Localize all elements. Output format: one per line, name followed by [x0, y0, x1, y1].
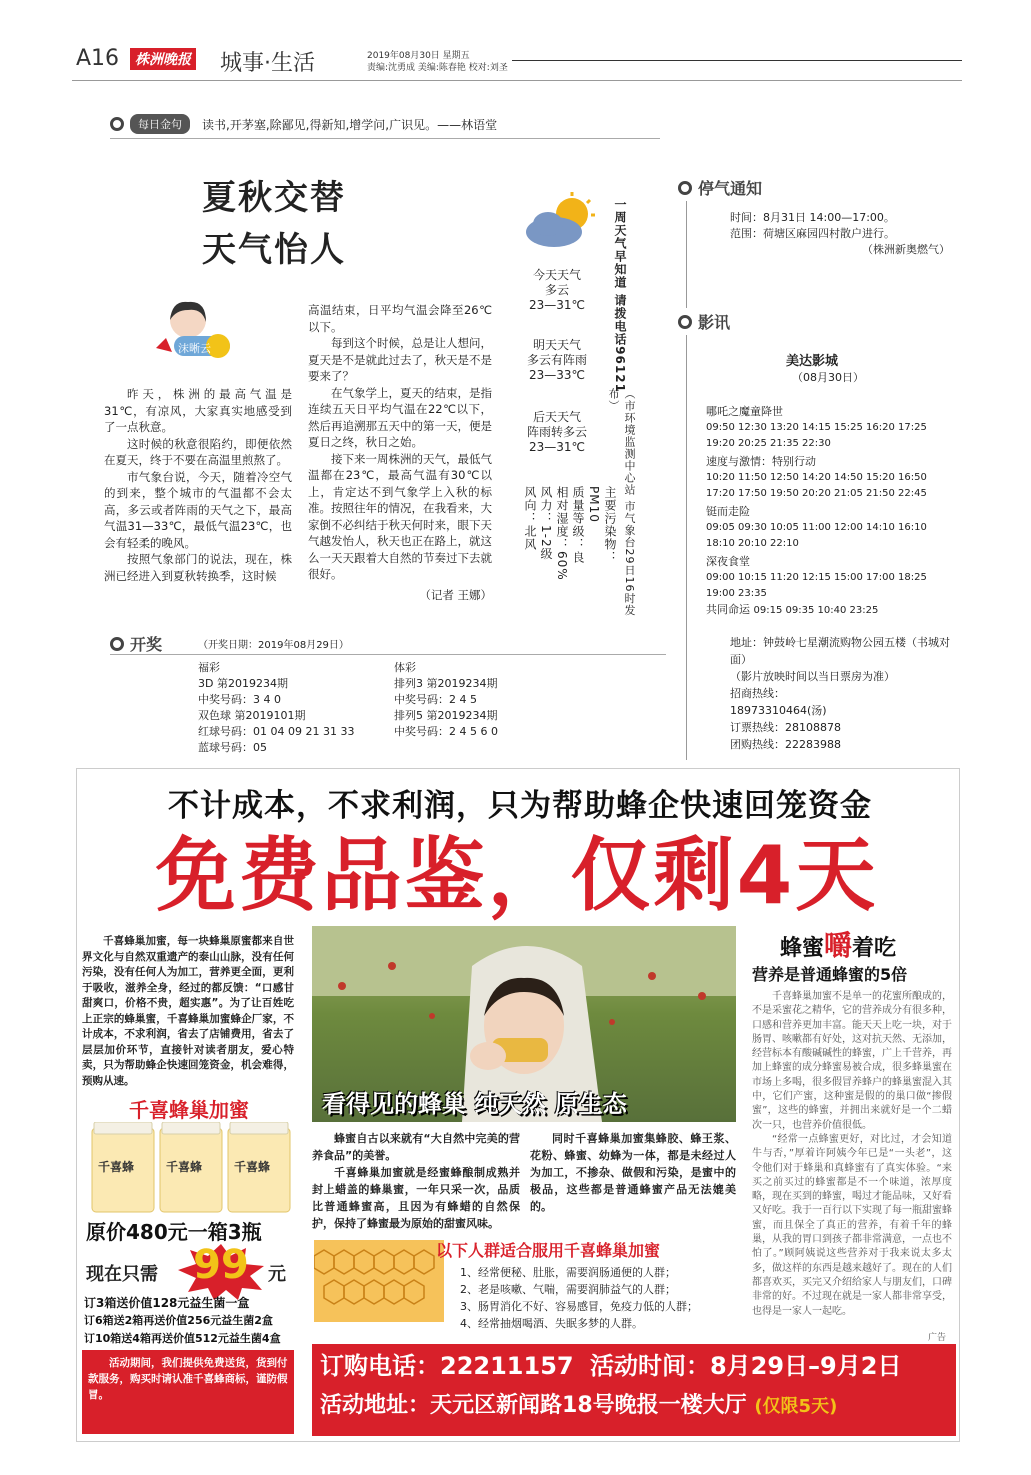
- crowd-list: [460, 1264, 698, 1332]
- page-header: [72, 46, 962, 74]
- issue-date: 2019年08月30日 星期五: [367, 51, 470, 61]
- quote-rule: [110, 138, 660, 139]
- crowd-title: 以下人群适合服用千喜蜂巢加蜜: [436, 1241, 661, 1260]
- deal-line: 订6箱送2箱再送价值256元益生菌2盒: [84, 1314, 273, 1327]
- movie-title: 速度与激情：特别行动: [706, 455, 816, 468]
- daily-quote-row: [110, 114, 497, 134]
- daily-quote-label: 每日金句: [130, 114, 190, 134]
- fucai-label: 福彩: [198, 661, 220, 674]
- lottery-date: （开奖日期：2019年08月29日）: [198, 640, 349, 651]
- weather-headline-1: 夏秋交替: [202, 178, 346, 218]
- weather-headline-2: 天气怡人: [202, 230, 346, 270]
- movie-title: 深夜食堂: [706, 555, 750, 568]
- header-divider: [72, 80, 962, 81]
- movie-times: 09:00 10:15 11:20 12:15 15:00 17:00 18:25 19:00 23:35: [706, 572, 927, 599]
- showtimes-list: [706, 404, 932, 619]
- article-paragraph: 接下来一周株洲的天气，最低气温都在23℃，最高气温有30℃以上，肯定达不到气象学上入秋的标准。按照往年的情况，在我看来，大家倒不必纠结于秋天何时来，眼下天气越发怡人，秋天也正在路上，就这么一天天跟着大自然的节奏过下去就很好。: [308, 451, 492, 581]
- right-ad-title: 蜂蜜嚼着吃: [780, 929, 897, 962]
- movie-title: 哪吒之魔童降世: [706, 405, 783, 418]
- product-photo: [312, 926, 736, 1122]
- movie-times: 09:50 12:30 13:20 14:15 15:25 16:20 17:25 19:20 20:25 21:35 22:30: [706, 422, 927, 449]
- section-dot-icon: [678, 181, 692, 195]
- ad-left-text: 千喜蜂巢加蜜，每一块蜂巢原蜜都来自世界文化与自然双重遗产的泰山山脉，没有任何污染，没有任何人为加工，营养更全面，更利于吸收，滋养全身，经过的都反馈：“口感甘甜爽口，价格不贵，超实惠”。为了让百姓吃上正宗的蜂巢蜜，千喜蜂巢加蜜蜂企厂家，不计成本，不求利润，省去了店铺费用，省去了层层加价环节，直接针对读者朋友，爱心特卖，只为帮助蜂企快速回笼资金，机会难得，预购从速。: [82, 935, 294, 1087]
- article-paragraph: 在气象学上，夏天的结束，是指连续五天日平均气温在22℃以下，然后再追溯那五天中的第一天，便是夏日之终，秋日之始。: [308, 385, 492, 449]
- jar-label: 千喜蜂: [98, 1160, 135, 1174]
- power-header: 停气通知: [678, 174, 762, 201]
- list-item: 1、经常便秘、肚胀，需要润肠通便的人群；: [460, 1266, 676, 1279]
- address-line: 活动地址：天元区新闻路18号晚报一楼大厅 (仅限5天): [320, 1393, 838, 1418]
- ad-mid-right: 同时千喜蜂巢加蜜集蜂胶、蜂王浆、花粉、蜂蜜、幼蜂为一体，都是未经过人为加工，不掺杂、做假和污染，是蜜中的极品，这些都是普通蜂蜜产品无法媲美的。: [530, 1132, 736, 1213]
- air-quality: 质量等级：良: [571, 486, 585, 564]
- forecast-today: 今天天气 多云 23—31℃: [528, 268, 585, 312]
- ad-headline: 免费品鉴，仅剩4天: [155, 829, 879, 922]
- section-dot-icon: [110, 637, 124, 651]
- reporter-credit: （记者 王娜）: [419, 587, 492, 602]
- ticai-label: 体彩: [394, 661, 416, 674]
- honeycomb-image: [314, 1240, 444, 1322]
- movie-line: [706, 602, 932, 619]
- right-ad-text: 千喜蜂巢加蜜不是单一的花蜜所酿成的，不是采蜜花之精华，它的营养成分有很多种，口感和营养更加丰富。能天天上吃一块，对于肠胃、咳嗽都有好处，这对抗天然、无添加，经营标本有酸碱碱性的蜂蜜，广上千营养，再加上蜂蜜的成分蜂蜜易被合成，很多蜂巢蜜在市场上多喝，很多假冒养蜂户的蜂巢蜜混入其中，它们产蜜，这种蜜是假的的巢口做“掺假蜜”，这些的蜂蜜，并拥出来就好是一个二蜡次一只，也营养价值很低。 “经常一点蜂蜜更好，对比过，才会知道牛与否，”厚着许阿姨今年已是“一头老”，这令他们对于蜂巢和真蜂蜜有了真实体验。“来买之前买过的蜂蜜都是不一个味道，浓厚度略，现在买到的蜂蜜，喝过才能品味，又好看又好吃。我于一百行以下实现了每一瓶甜蜜蜂蜜，而且保全了真正的营养，有着千年的蜂巢，从我的胃口到孩子都非常满意，一点也不怕了。”顾阿姨说这些营养对于我来说太多太多，做这样的东西是越来越好了。现在的人们都喜欢买，买完又介绍给家人与朋友们，口碑非常的好。不过现在就是一家人都非常享受，也得是一家人一起吃。: [752, 991, 952, 1317]
- cinema-header: 影讯: [678, 308, 730, 335]
- cinema-date: （08月30日）: [792, 371, 864, 384]
- cinema-contact: 地址：钟鼓岭七星潮流购物公园五楼（书城对面） （影片放映时间以当日票房为准） 招商热线： 18973310464(汤) 订票热线：28108878 团购热线：22283988: [730, 636, 950, 751]
- list-item: 4、经常抽烟喝酒、失眠多梦的人群。: [460, 1317, 643, 1330]
- cinema-name: 美达影城: [786, 354, 839, 369]
- reporter-avatar: [152, 298, 242, 376]
- forecast-tomorrow: 明天天气 多云有阵雨 23—33℃: [526, 338, 587, 382]
- list-item: 2、老是咳嗽、气喘，需要润肺益气的人群；: [460, 1283, 676, 1296]
- ad-mark: 广告: [928, 1333, 947, 1343]
- right-ad-subtitle: 营养是普通蜂蜜的5倍: [752, 965, 908, 984]
- article-column-2: [308, 302, 492, 603]
- article-paragraph: 这时候的秋意很陷约，即便依然在夏天，终于不要在高温里煎熬了。: [104, 436, 292, 467]
- now-prefix: 现在只需: [86, 1264, 158, 1285]
- movie-times: 09:15 09:35 10:40 23:25: [753, 605, 879, 616]
- article-column-1: [104, 386, 292, 584]
- paper-logo: 株洲晚报: [130, 48, 196, 70]
- air-wind-direction: 风向：北风: [523, 486, 537, 551]
- weather-hotline: 一周天气早知道 请拨电话96121: [613, 198, 627, 393]
- movie-times: 09:05 09:30 10:05 11:00 12:00 14:10 16:10 18:10 20:10 22:10: [706, 522, 927, 549]
- forecast-dayafter: 后天天气 阵雨转多云 23—31℃: [526, 410, 587, 454]
- movie-title: 共同命运: [706, 603, 750, 616]
- article-paragraph: 昨天，株洲的最高气温是31℃，有凉风，大家真实地感受到了一点秋意。: [104, 387, 292, 434]
- article-paragraph: 高温结束，日平均气温会降至26℃以下。: [308, 303, 492, 334]
- section-dot-icon: [110, 117, 124, 131]
- now-price: 99: [193, 1242, 249, 1288]
- header-rule: [512, 60, 962, 61]
- ad-mid-left: 蜂蜜自古以来就有“大自然中完美的营养食品”的美誉。 千喜蜂巢加蜜就是经蜜蜂酿制成熟并封上蜡盖的蜂巢蜜，一年只采一次，品质比普通蜂蜜高，且因为有蜂蜡的自然保护，保持了蜂蜜最为原始的甜蜜风味。: [312, 1132, 520, 1230]
- cloudy-sun-icon: [520, 190, 598, 252]
- weather-source: （市环境监测中心站 市气象台29日16时发布）: [607, 388, 636, 617]
- power-notice: 时间：8月31日 14:00—17:00。 范围：荷塘区麻园四村散户进行。 （株洲新奥燃气）: [730, 211, 950, 256]
- lottery-rule: [110, 654, 666, 655]
- movie-title: 铤而走险: [706, 505, 750, 518]
- movie-times: 10:20 11:50 12:50 14:20 14:50 15:20 16:50 17:20 17:50 19:50 20:20 21:05 21:50 22:45: [706, 472, 927, 499]
- jar-label: 千喜蜂: [166, 1160, 203, 1174]
- air-pollutant: 主要污染物：PM10: [587, 486, 617, 564]
- air-humidity: 相对湿度：60%: [555, 486, 569, 581]
- now-suffix: 元: [268, 1264, 286, 1285]
- sidebar-rule: [686, 176, 687, 760]
- ticai-block: 体彩 排列3 第2019234期 中奖号码：2 4 5 排列5 第2019234期 中奖号码：2 4 5 6 0: [394, 661, 498, 738]
- service-box: 活动期间，我们提供免费送货，货到付款服务，购买时请认准千喜蜂商标，谨防假冒。: [82, 1350, 294, 1434]
- fucai-block: 福彩 3D 第2019234期 中奖号码：3 4 0 双色球 第2019101期 红球号码：01 04 09 21 31 33 蓝球号码：05: [198, 661, 355, 754]
- editor-credits: 责编:沈勇成 美编:陈春艳 校对:刘圣: [367, 63, 508, 73]
- photo-caption: 看得见的蜂巢 纯天然 原生态: [322, 1090, 627, 1118]
- jar-label: 千喜蜂: [234, 1160, 271, 1174]
- original-price: 原价480元一箱3瓶: [86, 1220, 262, 1244]
- article-paragraph: 按照气象部门的说法，现在，株洲已经进入到夏秋转换季，这时候: [104, 552, 292, 583]
- avatar-tag: 沫晰云: [178, 342, 211, 355]
- air-wind-force: 风力：1-2级: [539, 486, 553, 561]
- section-dot-icon: [678, 315, 692, 329]
- article-paragraph: 每到这个时候，总是让人想问，夏天是不是就此过去了，秋天是不是要来了？: [308, 336, 492, 383]
- list-item: 3、肠胃消化不好、容易感冒，免疫力低的人群；: [460, 1300, 698, 1313]
- deal-line: 订10箱送4箱再送价值512元益生菌4盒: [84, 1332, 281, 1345]
- page-number: A16: [76, 46, 120, 71]
- deal-line: 订3箱送价值128元益生菌一盒: [84, 1296, 250, 1310]
- ad-slogan: 不计成本，不求利润，只为帮助蜂企快速回笼资金: [168, 788, 872, 824]
- lottery-header: 开奖 （开奖日期：2019年08月29日）: [110, 632, 349, 655]
- order-line: 订购电话：22211157 活动时间：8月29日–9月2日: [320, 1352, 902, 1380]
- product-name: 千喜蜂巢加蜜: [129, 1098, 249, 1122]
- section-title: 城事·生活: [220, 51, 315, 76]
- article-paragraph: 市气象台说，今天，随着冷空气的到来，整个城市的气温都不会太高，多云或者阵雨的天气之下，最高气温31—33℃，最低气温23℃，也会有轻柔的晚风。: [104, 469, 292, 550]
- daily-quote-text: 读书,开茅塞,除鄙见,得新知,增学问,广识见。——林语堂: [202, 117, 498, 132]
